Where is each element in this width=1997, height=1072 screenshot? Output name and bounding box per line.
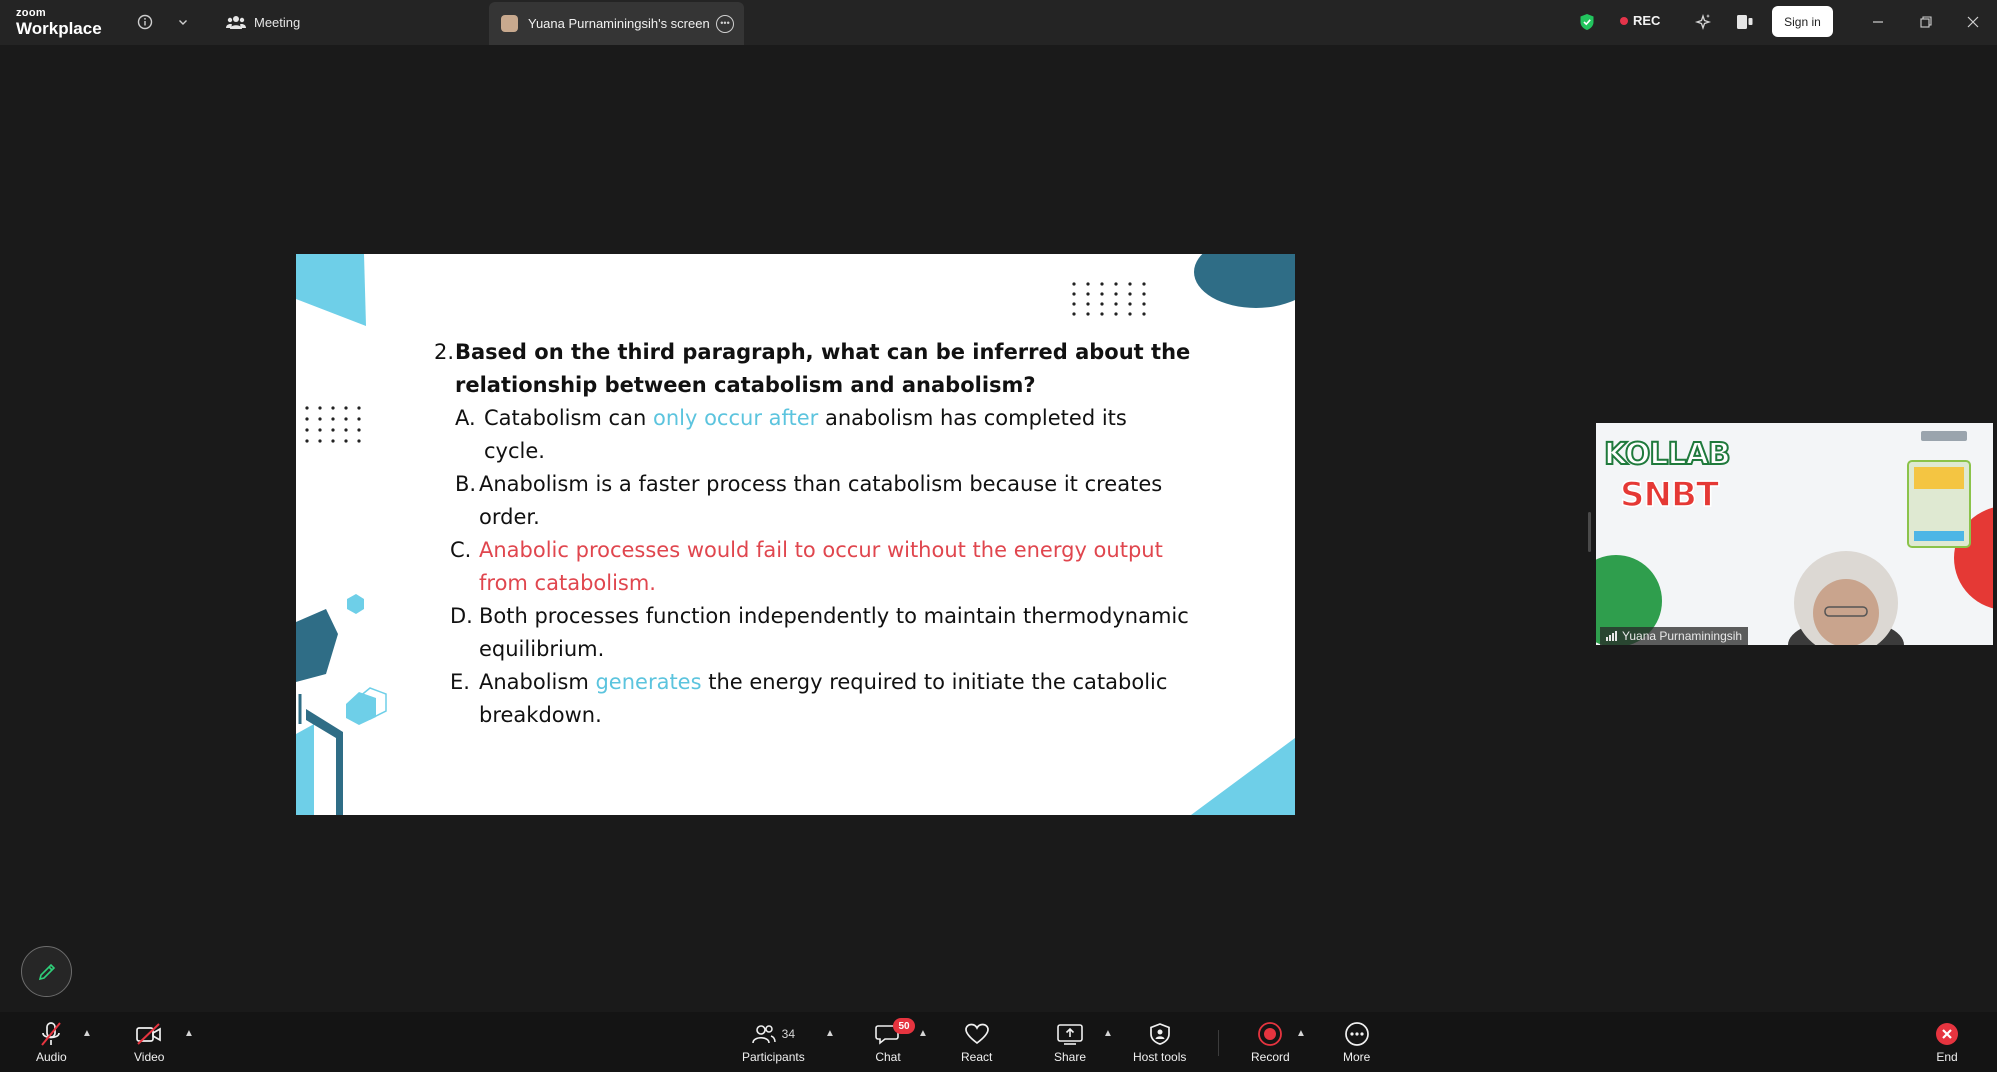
question-number: 2. [434,340,455,364]
chevron-down-icon[interactable] [172,11,194,33]
banner-sub: SNBT [1620,475,1719,515]
record-button[interactable] [1251,1020,1290,1064]
share-screen-icon [1056,1022,1084,1046]
participants-count: 34 [781,1027,796,1041]
people-icon [226,14,246,30]
option-e-text-post: the energy required to initiate the catabolic breakdown. [479,670,1168,727]
option-e-highlight: generates [595,670,702,694]
end-meeting-button[interactable] [1935,1020,1959,1064]
rec-dot-icon [1620,17,1628,25]
sign-in-button[interactable]: Sign in [1772,6,1833,37]
audio-options-caret-icon[interactable]: ▲ [82,1028,92,1039]
react-label: React [961,1050,993,1064]
option-a-text-pre: Catabolism can [484,406,653,430]
record-icon [1257,1021,1283,1047]
option-b [455,468,1194,534]
logo-small-text: zoom [16,7,46,19]
close-icon[interactable] [1963,12,1983,32]
tile-resize-handle[interactable] [1588,512,1591,552]
meeting-button[interactable] [226,10,300,34]
info-icon[interactable] [134,11,156,33]
heart-icon [964,1022,990,1046]
option-a-text-post: anabolism has completed its cycle. [484,406,1127,463]
more-dots-icon [1344,1021,1370,1047]
bottom-toolbar [0,1012,1997,1072]
video-options-caret-icon[interactable]: ▲ [184,1028,194,1039]
connection-signal-icon [1606,631,1617,641]
option-e-text-pre: Anabolism [479,670,596,694]
video-button[interactable] [134,1020,164,1064]
more-options-icon[interactable]: ••• [716,15,734,33]
camera-off-icon [135,1022,163,1046]
participants-options-caret-icon[interactable]: ▲ [825,1028,835,1039]
chat-unread-badge: 50 [893,1018,915,1034]
record-options-caret-icon[interactable]: ▲ [1296,1028,1306,1039]
participants-label: Participants [742,1050,805,1064]
recording-indicator[interactable] [1620,13,1660,28]
option-letter: A. [455,406,476,430]
top-bar [0,0,1997,45]
host-tools-button[interactable] [1133,1020,1186,1064]
option-c-text: Anabolic processes would fail to occur without the energy output from catabolism. [479,538,1163,595]
audio-label: Audio [36,1050,67,1064]
chat-button[interactable] [875,1020,910,1064]
question-block [434,336,1194,732]
option-letter: C. [450,538,472,562]
shared-screen-tab-label: Yuana Purnaminingsih's screen [528,16,710,31]
shared-slide [296,254,1295,815]
restore-icon[interactable] [1916,12,1936,32]
record-label: Record [1251,1050,1290,1064]
option-letter: E. [450,670,470,694]
share-label: Share [1054,1050,1087,1064]
end-label: End [1936,1050,1958,1064]
encryption-shield-icon[interactable] [1576,11,1598,33]
ai-companion-icon[interactable] [1692,11,1714,33]
pencil-icon [36,961,58,983]
host-shield-icon [1148,1022,1172,1046]
minimize-icon[interactable] [1868,12,1888,32]
participants-icon [752,1023,776,1045]
rec-label: REC [1633,13,1661,28]
end-x-icon [1935,1022,1959,1046]
participant-name-tag [1600,627,1748,645]
participants-button[interactable] [742,1020,805,1064]
annotate-pencil-button[interactable] [21,946,72,997]
video-label: Video [134,1050,165,1064]
apps-panel-icon[interactable] [1734,11,1756,33]
microphone-muted-icon [39,1021,63,1047]
participant-name: Yuana Purnaminingsih [1622,629,1743,643]
toolbar-divider [1218,1030,1219,1056]
chat-label: Chat [875,1050,901,1064]
participant-video-tile[interactable] [1596,423,1993,645]
presenter-avatar [501,15,518,32]
more-label: More [1343,1050,1371,1064]
option-e [450,666,1194,732]
more-button[interactable] [1343,1020,1370,1064]
zoom-workplace-logo [16,8,102,37]
option-letter: D. [450,604,473,628]
host-tools-label: Host tools [1133,1050,1187,1064]
share-button[interactable] [1054,1020,1086,1064]
tab-shared-screen[interactable] [489,2,744,45]
option-letter: B. [455,472,477,496]
question-text: Based on the third paragraph, what can be inferred about the relationship between catabolism and anabolism? [455,340,1191,397]
option-d [450,600,1194,666]
option-b-text: Anabolism is a faster process than catabolism because it creates order. [479,472,1163,529]
react-button[interactable] [961,1020,992,1064]
option-a [455,402,1194,468]
option-d-text: Both processes function independently to maintain thermodynamic equilibrium. [479,604,1189,661]
share-options-caret-icon[interactable]: ▲ [1103,1028,1113,1039]
logo-big-text: Workplace [16,19,102,38]
chat-options-caret-icon[interactable]: ▲ [918,1028,928,1039]
meeting-label: Meeting [254,14,301,30]
banner-brand: KOLLAB [1604,437,1730,472]
option-c [450,534,1194,600]
option-a-highlight: only occur after [652,406,819,430]
audio-button[interactable] [36,1020,67,1064]
